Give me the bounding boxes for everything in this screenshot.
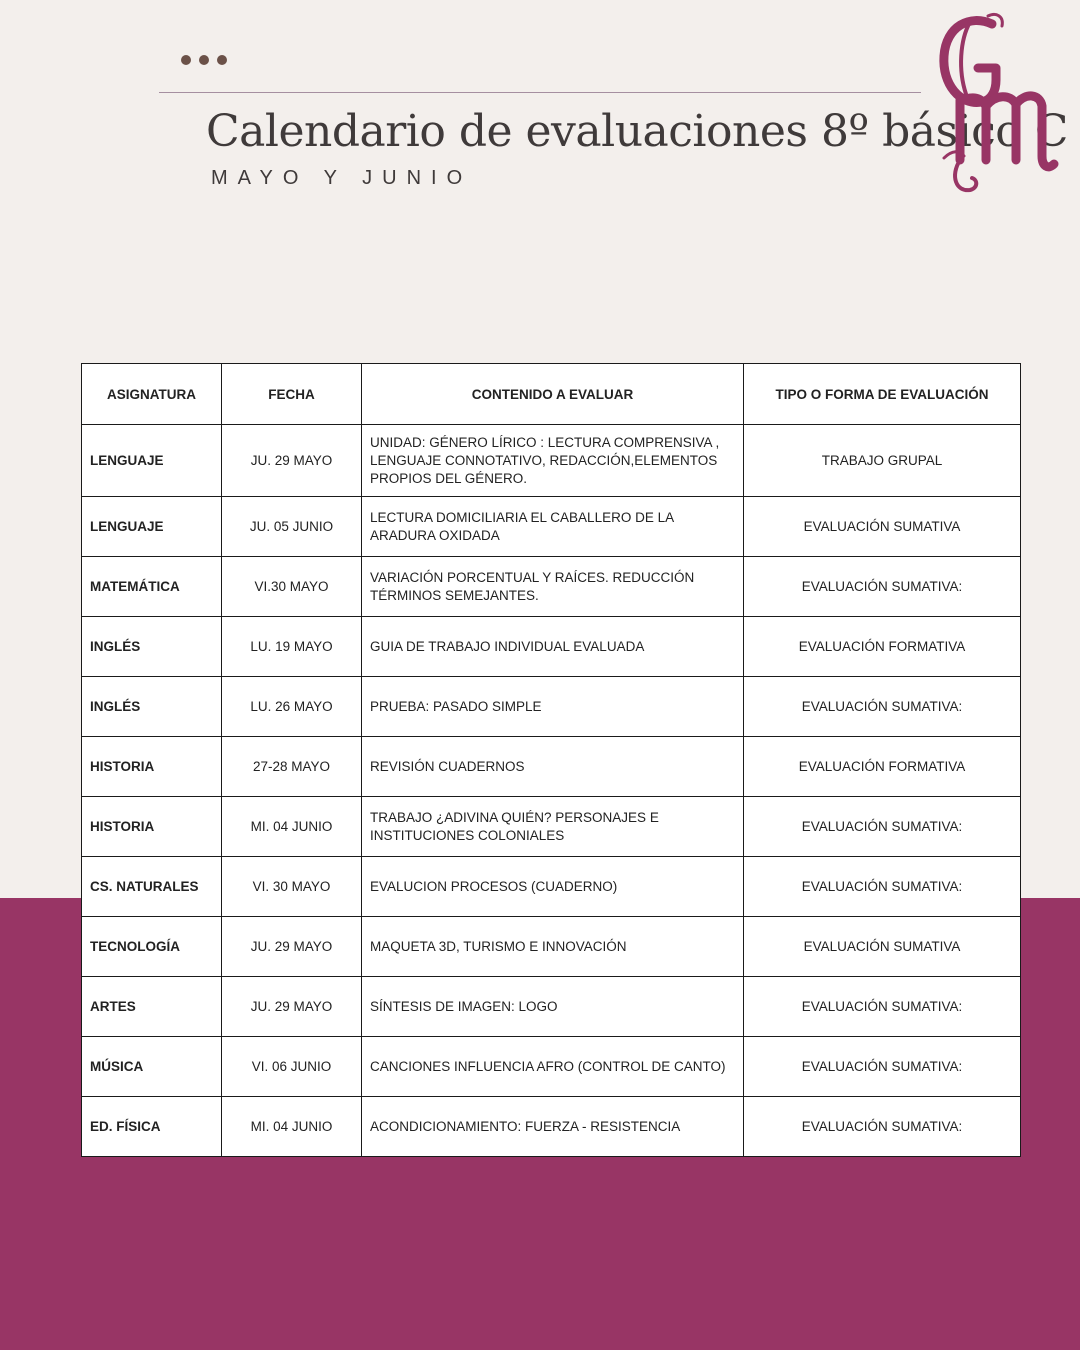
content-cell: ACONDICIONAMIENTO: FUERZA - RESISTENCIA	[362, 1097, 744, 1157]
table-row	[82, 737, 1021, 797]
date-cell: JU. 29 MAYO	[222, 977, 362, 1037]
subject-cell: CS. NATURALES	[82, 857, 222, 917]
evaluation-type-cell: EVALUACIÓN SUMATIVA:	[744, 797, 1021, 857]
date-cell: JU. 29 MAYO	[222, 917, 362, 977]
evaluation-table	[81, 363, 1021, 1157]
date-cell: JU. 29 MAYO	[222, 425, 362, 497]
table-row	[82, 677, 1021, 737]
dot-icon	[217, 55, 227, 65]
table-row	[82, 917, 1021, 977]
content-cell: LECTURA DOMICILIARIA EL CABALLERO DE LA ARADURA OXIDADA	[362, 497, 744, 557]
evaluation-type-cell: EVALUACIÓN SUMATIVA:	[744, 677, 1021, 737]
evaluation-type-cell: EVALUACIÓN FORMATIVA	[744, 617, 1021, 677]
subject-cell: LENGUAJE	[82, 497, 222, 557]
dot-icon	[199, 55, 209, 65]
content-cell: MAQUETA 3D, TURISMO E INNOVACIÓN	[362, 917, 744, 977]
evaluation-type-cell: EVALUACIÓN SUMATIVA	[744, 917, 1021, 977]
subject-cell: MATEMÁTICA	[82, 557, 222, 617]
date-cell: VI. 06 JUNIO	[222, 1037, 362, 1097]
content-cell: EVALUCION PROCESOS (CUADERNO)	[362, 857, 744, 917]
date-cell: VI.30 MAYO	[222, 557, 362, 617]
column-header-date: FECHA	[222, 364, 362, 425]
evaluation-type-cell: EVALUACIÓN SUMATIVA:	[744, 1097, 1021, 1157]
column-header-type: TIPO O FORMA DE EVALUACIÓN	[744, 364, 1021, 425]
subject-cell: LENGUAJE	[82, 425, 222, 497]
table-row	[82, 1037, 1021, 1097]
table-row	[82, 1097, 1021, 1157]
date-cell: 27-28 MAYO	[222, 737, 362, 797]
date-cell: MI. 04 JUNIO	[222, 1097, 362, 1157]
content-cell: TRABAJO ¿ADIVINA QUIÉN? PERSONAJES E INSTITUCIONES COLONIALES	[362, 797, 744, 857]
column-header-content: CONTENIDO A EVALUAR	[362, 364, 744, 425]
subject-cell: ED. FÍSICA	[82, 1097, 222, 1157]
date-cell: JU. 05 JUNIO	[222, 497, 362, 557]
content-cell: REVISIÓN CUADERNOS	[362, 737, 744, 797]
subject-cell: MÚSICA	[82, 1037, 222, 1097]
date-cell: VI. 30 MAYO	[222, 857, 362, 917]
evaluation-type-cell: TRABAJO GRUPAL	[744, 425, 1021, 497]
evaluation-type-cell: EVALUACIÓN SUMATIVA:	[744, 977, 1021, 1037]
content-cell: UNIDAD: GÉNERO LÍRICO : LECTURA COMPRENSIVA , LENGUAJE CONNOTATIVO, REDACCIÓN,ELEMENTOS PROPIOS DEL GÉNERO.	[362, 425, 744, 497]
school-monogram-logo	[930, 10, 1060, 200]
subject-cell: HISTORIA	[82, 737, 222, 797]
subject-cell: INGLÉS	[82, 617, 222, 677]
page-subtitle: MAYO Y JUNIO	[211, 167, 473, 189]
subject-cell: HISTORIA	[82, 797, 222, 857]
dot-icon	[181, 55, 191, 65]
content-cell: PRUEBA: PASADO SIMPLE	[362, 677, 744, 737]
date-cell: MI. 04 JUNIO	[222, 797, 362, 857]
table-row	[82, 857, 1021, 917]
page-title: Calendario de evaluaciones 8º básico C	[206, 106, 1068, 157]
evaluation-type-cell: EVALUACIÓN SUMATIVA:	[744, 557, 1021, 617]
date-cell: LU. 19 MAYO	[222, 617, 362, 677]
table-row	[82, 977, 1021, 1037]
content-cell: CANCIONES INFLUENCIA AFRO (CONTROL DE CANTO)	[362, 1037, 744, 1097]
dots-decoration	[181, 55, 227, 65]
subject-cell: TECNOLOGÍA	[82, 917, 222, 977]
table-row	[82, 425, 1021, 497]
evaluation-type-cell: EVALUACIÓN SUMATIVA:	[744, 1037, 1021, 1097]
content-cell: SÍNTESIS DE IMAGEN: LOGO	[362, 977, 744, 1037]
date-cell: LU. 26 MAYO	[222, 677, 362, 737]
table-header-row	[82, 364, 1021, 425]
table-row	[82, 617, 1021, 677]
header-divider	[159, 92, 921, 93]
subject-cell: ARTES	[82, 977, 222, 1037]
table-row	[82, 797, 1021, 857]
subject-cell: INGLÉS	[82, 677, 222, 737]
table-row	[82, 497, 1021, 557]
evaluation-type-cell: EVALUACIÓN SUMATIVA	[744, 497, 1021, 557]
evaluation-type-cell: EVALUACIÓN SUMATIVA:	[744, 857, 1021, 917]
evaluation-type-cell: EVALUACIÓN FORMATIVA	[744, 737, 1021, 797]
column-header-subject: ASIGNATURA	[82, 364, 222, 425]
table-row	[82, 557, 1021, 617]
content-cell: VARIACIÓN PORCENTUAL Y RAÍCES. REDUCCIÓN TÉRMINOS SEMEJANTES.	[362, 557, 744, 617]
content-cell: GUIA DE TRABAJO INDIVIDUAL EVALUADA	[362, 617, 744, 677]
